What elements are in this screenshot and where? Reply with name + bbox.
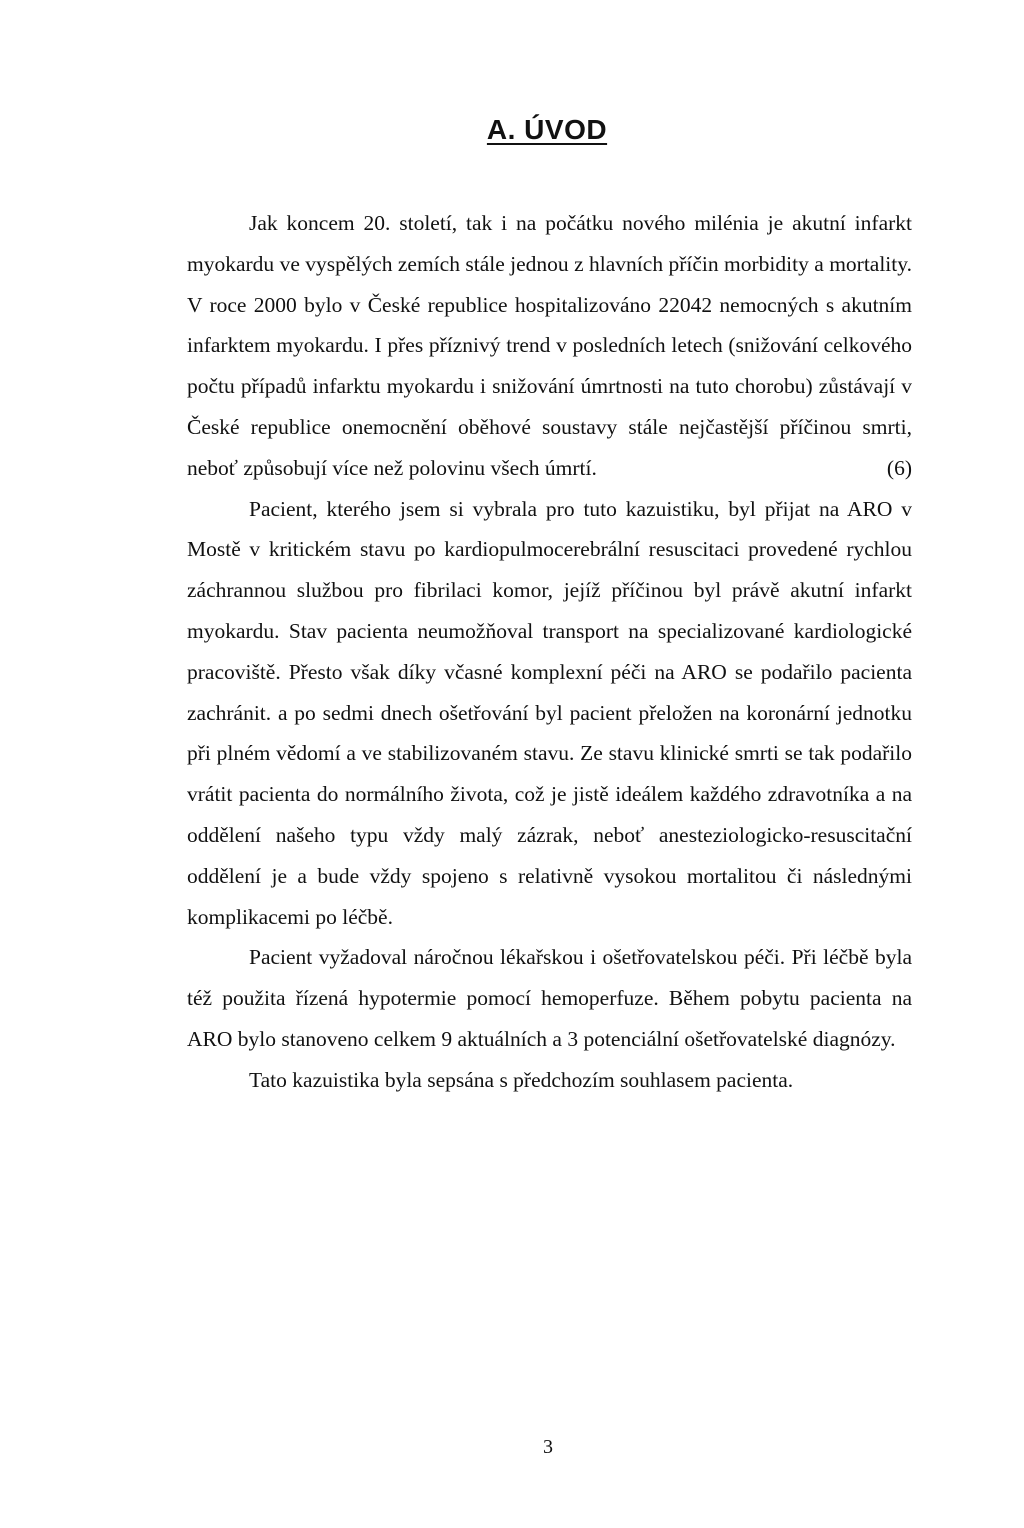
paragraph-3-text: Pacient vyžadoval náročnou lékařskou i ošetřovatelskou péči. Při léčbě byla též použita řízená hypotermie pomocí hemoperfuze. Během pobytu pacienta na ARO bylo stanoveno celkem 9 aktuálních a 3 potenciální ošetřovatelské diagnózy. bbox=[187, 945, 912, 1051]
paragraph-1 bbox=[187, 203, 912, 489]
citation-reference: (6) bbox=[886, 455, 912, 480]
paragraph-4-text: Tato kazuistika byla sepsána s předchozím souhlasem pacienta. bbox=[249, 1067, 794, 1092]
section-heading: A. ÚVOD bbox=[486, 114, 608, 145]
body-text bbox=[187, 203, 912, 1101]
paragraph-1-text: Jak koncem 20. století, tak i na počátku nového milénia je akutní infarkt myokardu ve vyspělých zemích stále jednou z hlavních příčin morbidity a mortality. V roce 2000 bylo v České republice hospitalizováno 22042 nemocných s akutním infarktem myokardu. I přes příznivý trend v posledních letech (snižování celkového počtu případů infarktu myokardu i snižování úmrtnosti na tuto chorobu) zůstávají v České republice onemocnění oběhové soustavy stále nejčastější příčinou smrti, neboť způsobují více než polovinu všech úmrtí. bbox=[187, 211, 912, 480]
paragraph-4 bbox=[187, 1060, 912, 1101]
paragraph-3 bbox=[187, 937, 912, 1059]
page-number: 3 bbox=[543, 1436, 553, 1458]
paragraph-2-text: Pacient, kterého jsem si vybrala pro tuto kazuistiku, byl přijat na ARO v Mostě v kritickém stavu po kardiopulmocerebrální resuscitaci provedené rychlou záchrannou službou pro fibrilaci komor, jejíž příčinou byl právě akutní infarkt myokardu. Stav pacienta neumožňoval transport na specializované kardiologické pracoviště. Přesto však díky včasné komplexní péči na ARO se podařilo pacienta zachránit. a po sedmi dnech ošetřování byl pacient přeložen na koronární jednotku při plném vědomí a ve stabilizovaném stavu. Ze stavu klinické smrti se tak podařilo vrátit pacienta do normálního života, což je jistě ideálem každého zdravotníka a na oddělení našeho typu vždy malý zázrak, neboť anesteziologicko-resuscitační oddělení je a bude vždy spojeno s relativně vysokou mortalitou či následnými komplikacemi po léčbě. bbox=[187, 496, 912, 929]
paragraph-2 bbox=[187, 489, 912, 938]
